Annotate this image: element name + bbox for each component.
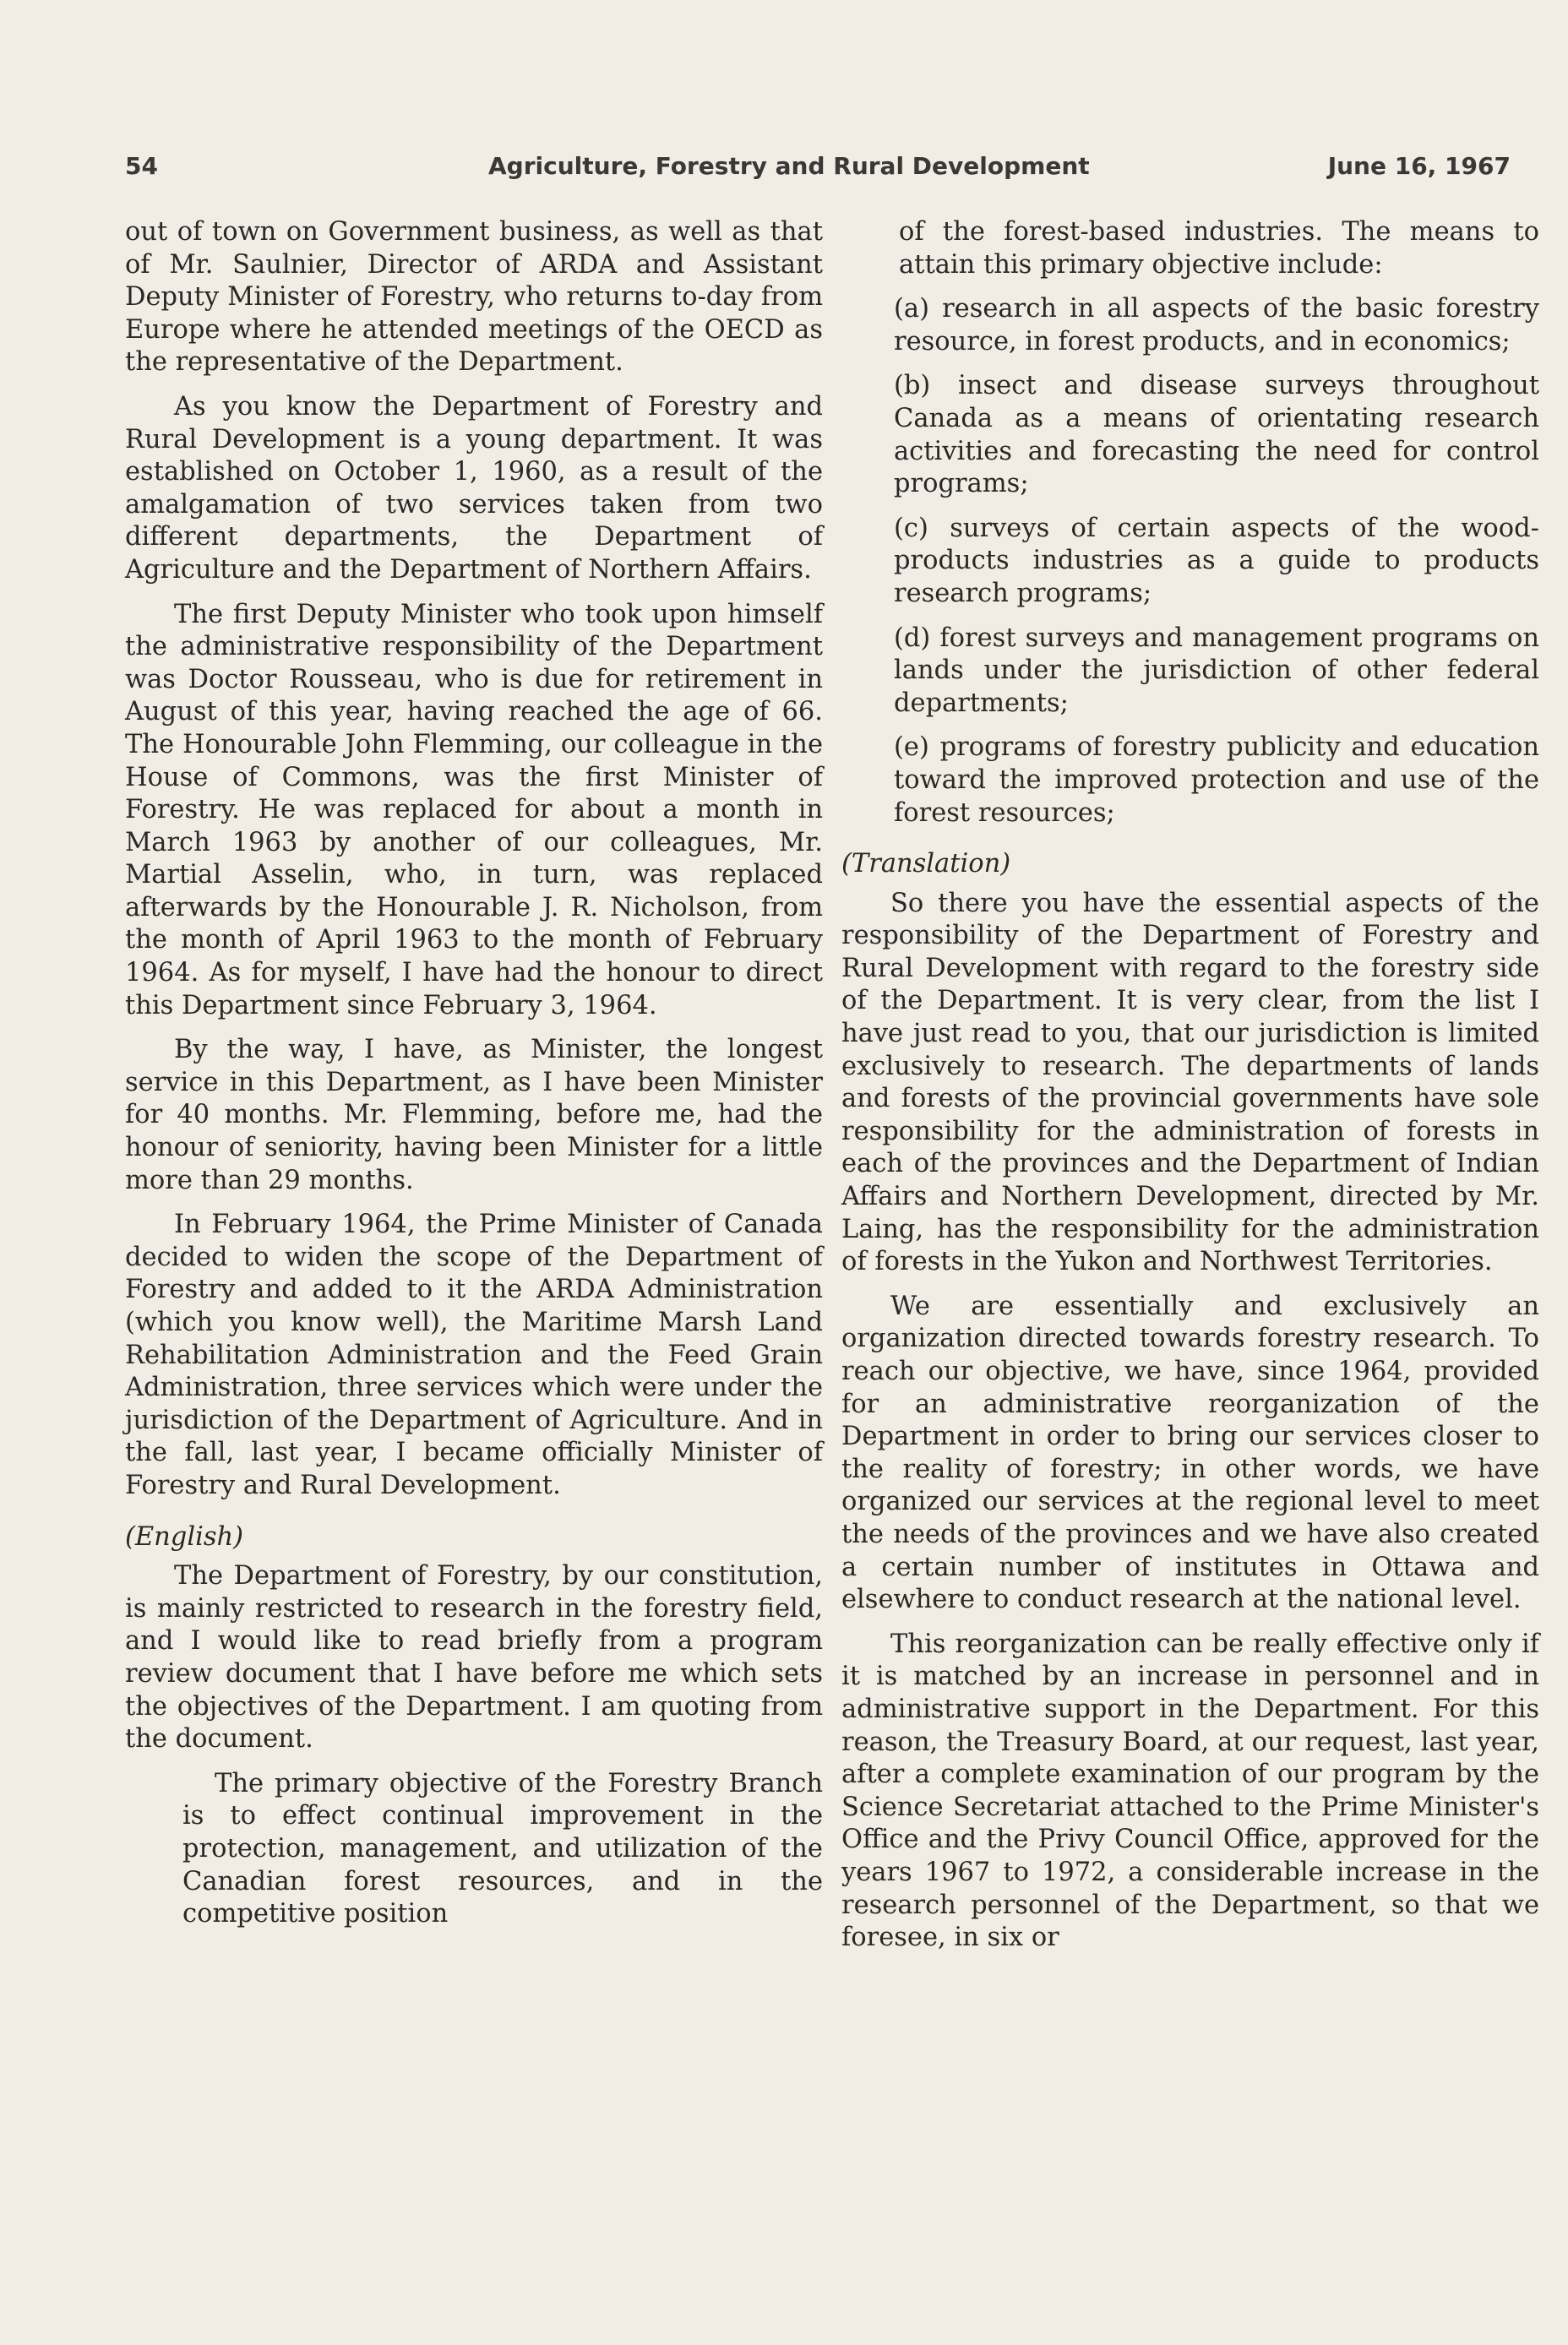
paragraph: So there you have the essential aspects of the responsibility of the Department of Forestry and Rural Development with regard to the forestry side of the Department. It is very clear, from the list I have just read to you, that our jurisdiction is limited exclusively to research. The departments of lands and forests of the provincial governments have sole responsibility for the administration of forests in each of the provinces and the Department of Indian Affairs and Northern Development, directed by Mr. Laing, has the responsibility for the administration of forests in the Yukon and Northwest Territories.: [841, 888, 1539, 1277]
paragraph: In February 1964, the Prime Minister of Canada decided to widen the scope of the Department of Forestry and added to it the ARDA Administration (which you know well), the Maritime Marsh Land Rehabilitation Administration and the Feed Grain Administration, three services which were under the jurisdiction of the Department of Agriculture. And in the fall, last year, I became officially Minister of Forestry and Rural Development.: [125, 1210, 823, 1500]
paragraph: By the way, I have, as Minister, the longest service in this Department, as I have been Minister for 40 months. Mr. Flemming, before me, had the honour of seniority, having been Minister for a little more than 29 months.: [125, 1035, 823, 1195]
left-column: [125, 216, 823, 1943]
paragraph: As you know the Department of Forestry and Rural Development is a young department. It was established on October 1, 1960, as a result of the amalgamation of two services taken from two different departments, the Department of Agriculture and the Department of Northern Affairs.: [125, 391, 823, 585]
paragraph: The first Deputy Minister who took upon himself the administrative responsibility of the Department was Doctor Rousseau, who is due for retirement in August of this year, having reached the age of 66. The Honourable John Flemming, our colleague in the House of Commons, was the first Minister of Forestry. He was replaced for about a month in March 1963 by another of our colleagues, Mr. Martial Asselin, who, in turn, was replaced afterwards by the Honourable J. R. Nicholson, from the month of April 1963 to the month of February 1964. As for myself, I have had the honour to direct this Department since February 3, 1964.: [125, 599, 823, 1020]
right-column: [841, 216, 1539, 1967]
paragraph: This reorganization can be really effective only if it is matched by an increase in personnel and in administrative support in the Department. For this reason, the Treasury Board, at our request, last year, after a complete examination of our program by the Science Secretariat attached to the Prime Minister's Office and the Privy Council Office, approved for the years 1967 to 1972, a considerable increase in the research personnel of the Department, so that we foresee, in six or: [841, 1629, 1539, 1953]
list-item: (e) programs of forestry publicity and education toward the improved protection and use of the forest resources;: [894, 732, 1539, 828]
paragraph: out of town on Government business, as well as that of Mr. Saulnier, Director of ARDA and Assistant Deputy Minister of Forestry, who returns to-day from Europe where he attended meetings of the OECD as the representative of the Department.: [125, 217, 823, 378]
list-item: (d) forest surveys and management programs on lands under the jurisdiction of other federal departments;: [894, 623, 1539, 718]
speaker-language-label: (English): [125, 1521, 244, 1552]
list-item: (a) research in all aspects of the basic forestry resource, in forest products, and in economics;: [894, 294, 1539, 356]
page-number: 54: [125, 152, 158, 180]
paragraph: The Department of Forestry, by our constitution, is mainly restricted to research in the forestry field, and I would like to read briefly from a program review document that I have before me which sets the objectives of the Department. I am quoting from the document.: [125, 1561, 823, 1755]
running-header: [125, 152, 1511, 189]
paragraph: We are essentially and exclusively an organization directed towards forestry research. To reach our objective, we have, since 1964, provided for an administrative reorganization of the Department in order to bring our services closer to the reality of forestry; in other words, we have organized our services at the regional level to meet the needs of the provinces and we have also created a certain number of institutes in Ottawa and elsewhere to conduct research at the national level.: [841, 1291, 1539, 1615]
block-quote-continued: of the forest-based industries. The means to attain this primary objective include:: [899, 217, 1539, 280]
running-title: Agriculture, Forestry and Rural Development: [488, 152, 1090, 180]
list-item: (b) insect and disease surveys throughout Canada as a means of orientating research activities and forecasting the need for control programs;: [894, 371, 1539, 499]
list-item: (c) surveys of certain aspects of the wood-products industries as a guide to products research programs;: [894, 513, 1539, 608]
speaker-language-label: (Translation): [841, 849, 1011, 879]
header-date: June 16, 1967: [1327, 152, 1511, 180]
block-quote: The primary objective of the Forestry Branch is to effect continual improvement in the protection, management, and utilization of the Canadian forest resources, and in the competitive position: [182, 1768, 823, 1929]
